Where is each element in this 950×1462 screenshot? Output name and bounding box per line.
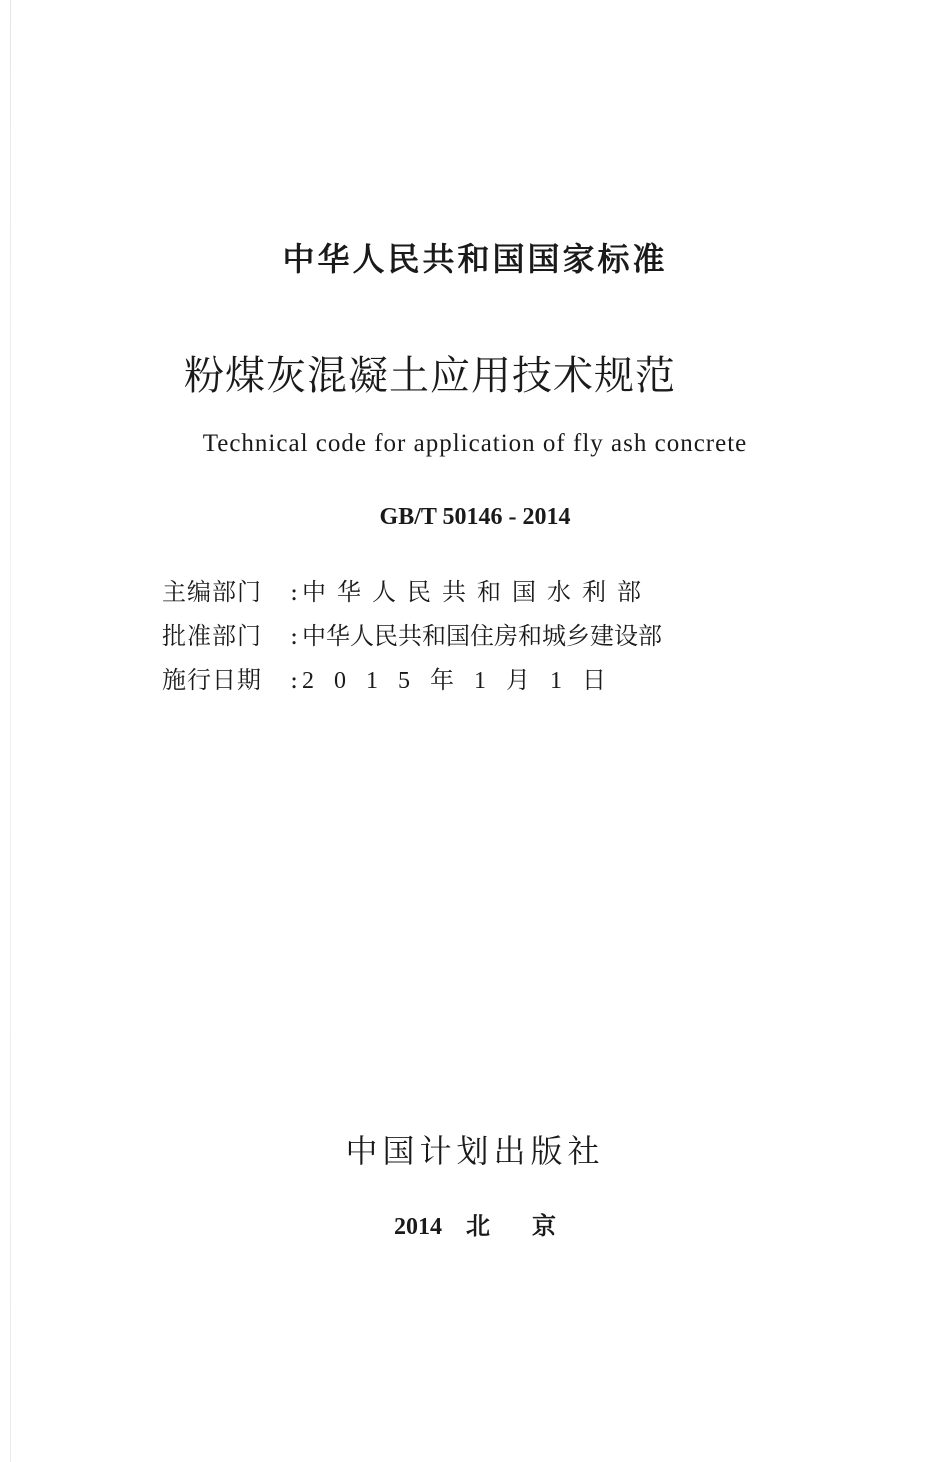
title-english: Technical code for application of fly ash concrete bbox=[202, 430, 748, 457]
info-label: 批准部门 bbox=[162, 622, 262, 650]
publisher: 中国计划出版社 bbox=[345, 1132, 605, 1170]
info-row-editor bbox=[162, 572, 722, 616]
info-block bbox=[162, 572, 722, 704]
publication-year: 2014 bbox=[394, 1214, 442, 1240]
info-row-approver bbox=[162, 616, 722, 660]
info-value-approver: 中华人民共和国住房和城乡建设部 bbox=[302, 622, 662, 650]
city-char-2: 京 bbox=[532, 1214, 556, 1240]
publication-place bbox=[0, 1206, 950, 1241]
info-value-editor: 中华人民共和国水利部 bbox=[302, 578, 652, 606]
title-chinese: 粉煤灰混凝土应用技术规范 bbox=[184, 353, 676, 399]
city-char-1: 北 bbox=[466, 1214, 490, 1240]
info-colon: : bbox=[290, 578, 299, 606]
standard-series: 中华人民共和国国家标准 bbox=[282, 240, 668, 278]
info-colon: : bbox=[290, 666, 299, 694]
info-value-effective-date: 2015年1月1日 bbox=[302, 668, 626, 694]
scan-edge-line bbox=[10, 0, 11, 1462]
standard-number: GB/T 50146 - 2014 bbox=[379, 504, 571, 530]
info-colon: : bbox=[290, 622, 299, 650]
info-row-effective-date bbox=[162, 660, 722, 704]
info-label: 施行日期 bbox=[162, 666, 262, 694]
info-label: 主编部门 bbox=[162, 578, 262, 606]
